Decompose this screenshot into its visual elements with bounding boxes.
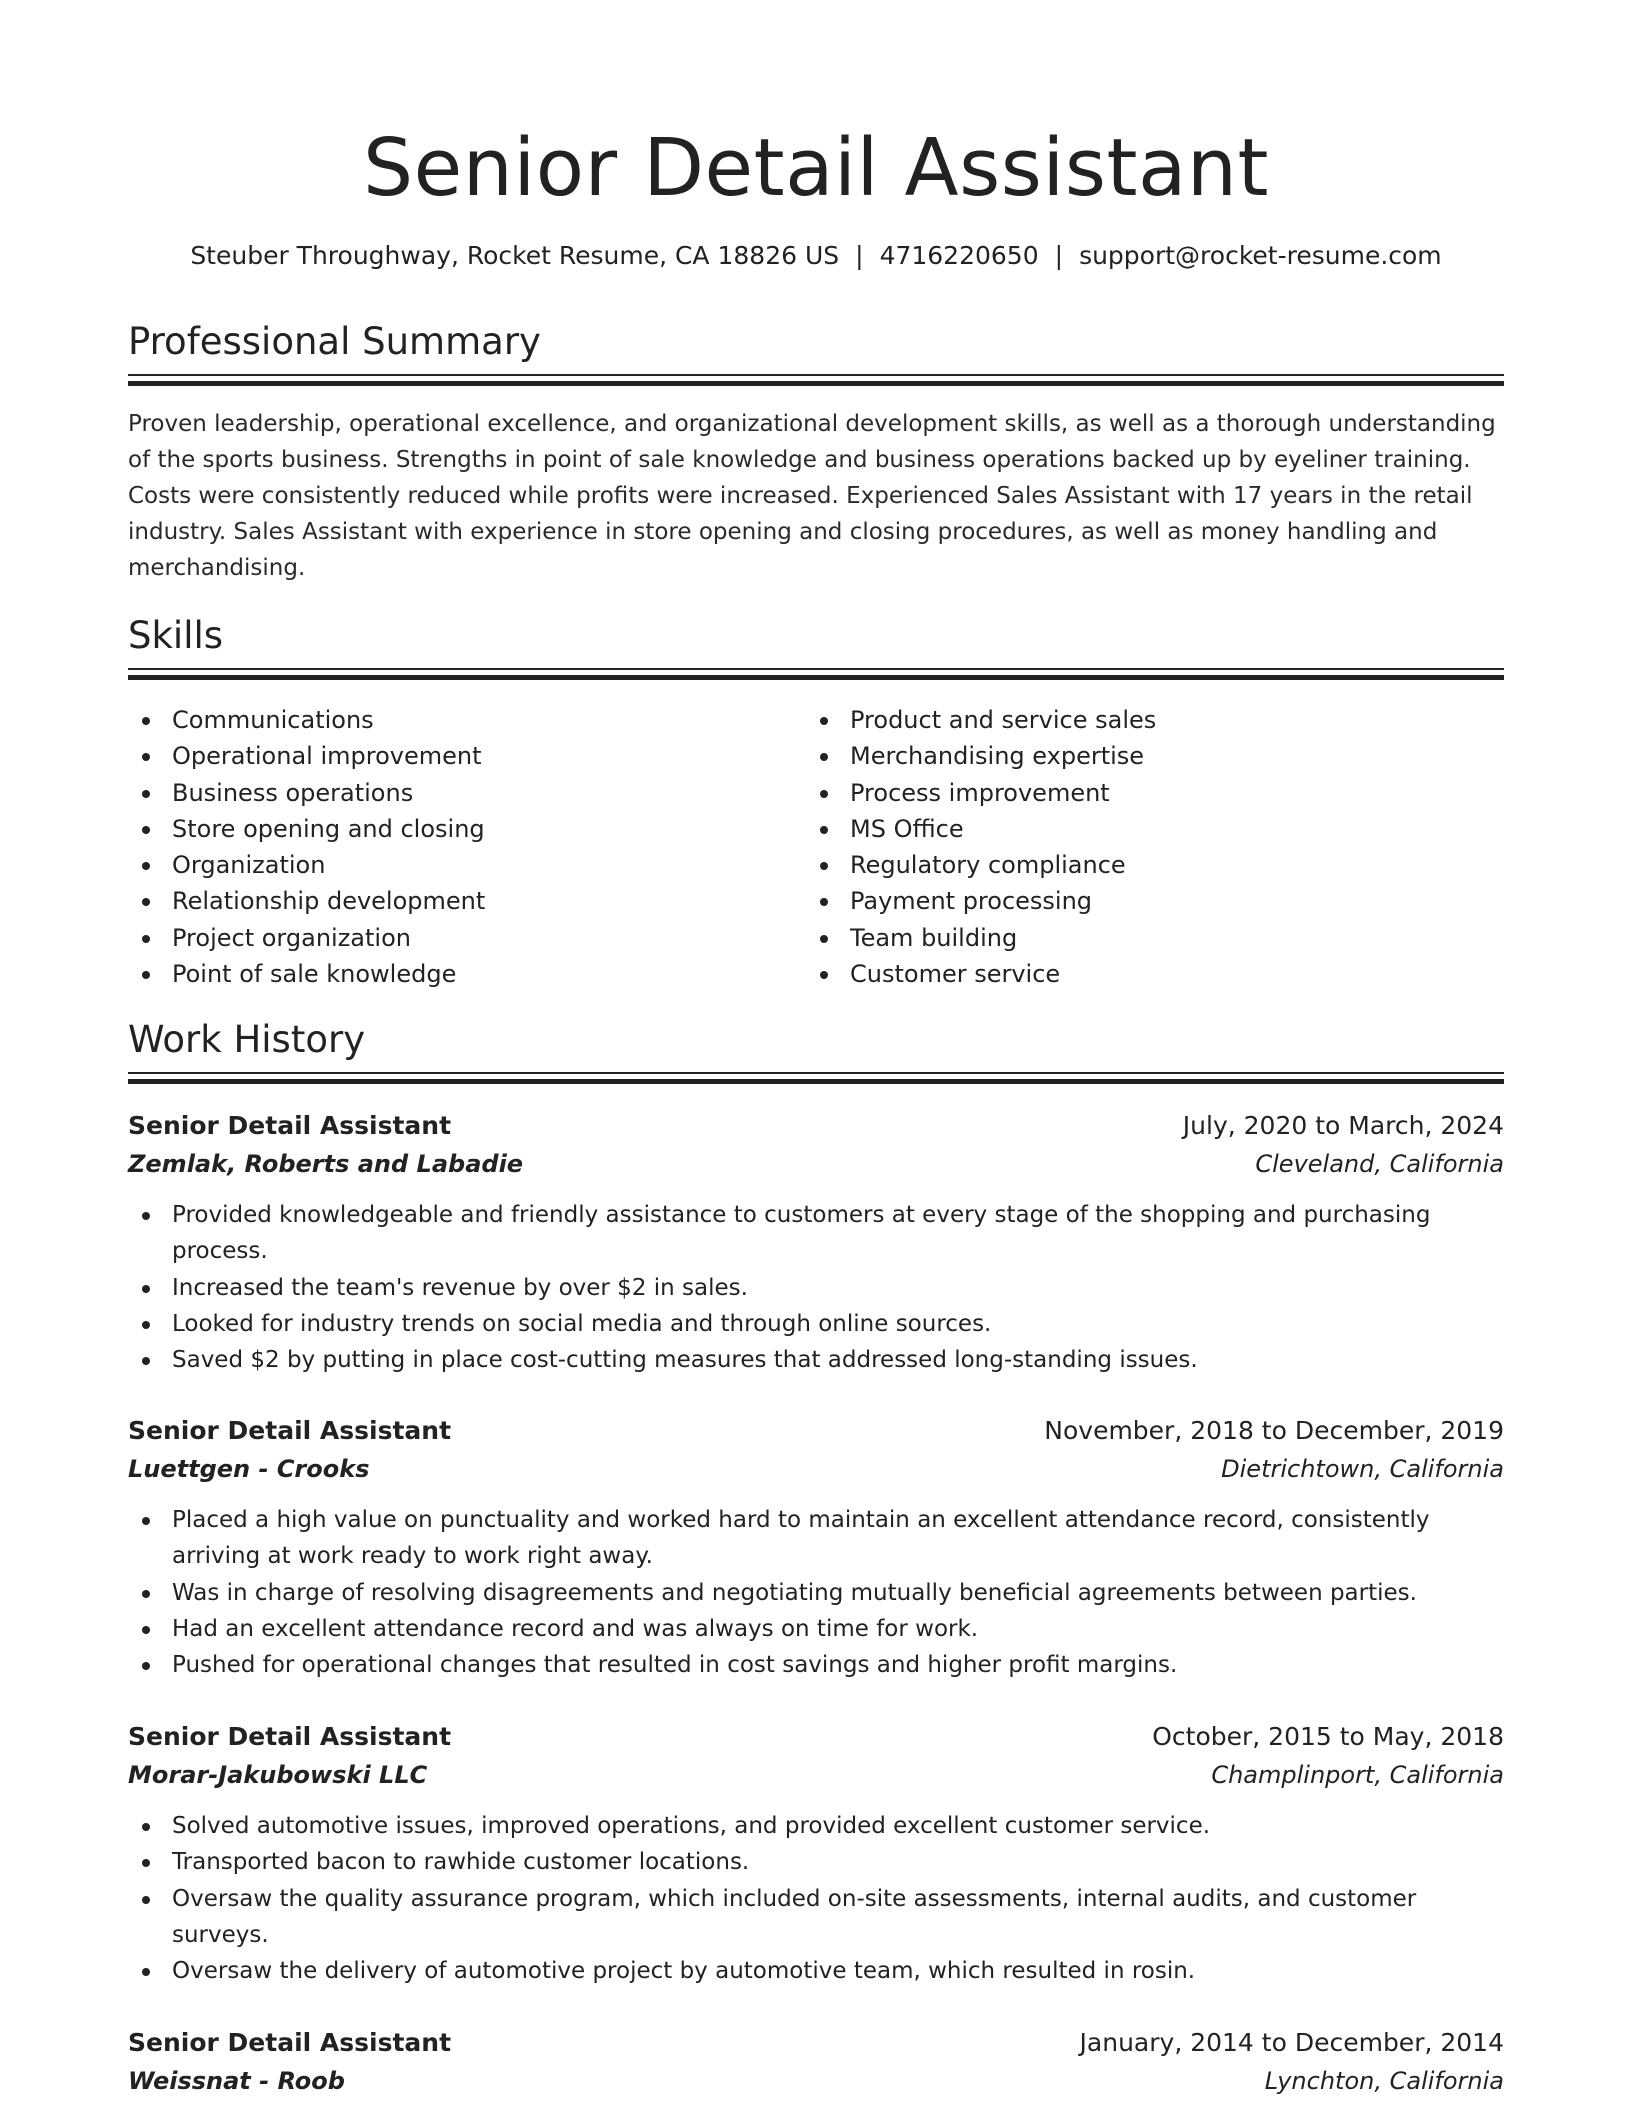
skill-item: Team building [806,920,1156,956]
skill-item: Point of sale knowledge [128,956,485,992]
contact-separator: | [1054,241,1064,270]
duty-item: Transported bacon to rawhide customer locations. [128,1844,1504,1880]
duty-item: Was in charge of resolving disagreements and negotiating mutually beneficial agreements between parties. [128,1575,1504,1611]
skill-item: Communications [128,702,485,738]
skills-list-left [128,702,485,992]
skill-item: Store opening and closing [128,811,485,847]
skill-item: Project organization [128,920,485,956]
job-dates: July, 2020 to March, 2024 [1182,1111,1504,1140]
job-entry [128,1412,1504,1683]
job-entry [128,1718,1504,1989]
work-history-heading: Work History [128,1018,366,1061]
email: support@rocket-resume.com [1079,241,1442,270]
job-company: Luettgen - Crooks [128,1455,370,1483]
candidate-name: Senior Detail Assistant [363,122,1269,214]
duty-item: Saved $2 by putting in place cost-cutting measures that addressed long-standing issues. [128,1342,1504,1378]
skill-item: Operational improvement [128,738,485,774]
duty-item: Pushed for operational changes that resulted in cost savings and higher profit margins. [128,1647,1504,1683]
job-location: Champlinport, California [1211,1761,1504,1789]
duty-item: Provided knowledgeable and friendly assistance to customers at every stage of the shopping and purchasing process. [128,1197,1504,1270]
job-company-row [128,1145,1504,1183]
skill-item: Regulatory compliance [806,847,1156,883]
section-divider [128,668,1504,680]
duty-item: Had an excellent attendance record and was always on time for work. [128,1611,1504,1647]
skills-list-right [806,702,1156,992]
job-header-row [128,1107,1504,1145]
duty-item: Oversaw the delivery of automotive project by automotive team, which resulted in rosin. [128,1953,1504,1989]
job-location: Lynchton, California [1264,2067,1504,2095]
job-entry [128,2024,1504,2100]
job-title: Senior Detail Assistant [128,1722,452,1751]
job-company-row [128,1450,1504,1488]
address: Steuber Throughway, Rocket Resume, CA 18826 US [190,241,840,270]
job-header-row [128,2024,1504,2062]
phone: 4716220650 [879,241,1039,270]
job-duties [128,1808,1504,1989]
skill-item: Payment processing [806,883,1156,919]
skill-item: Relationship development [128,883,485,919]
job-title: Senior Detail Assistant [128,1111,452,1140]
summary-text: Proven leadership, operational excellence, and organizational development skills, as well as a thorough understanding of the sports business. Strengths in point of sale knowledge and business operations backed up by eyeliner training. Costs were consistently reduced while profits were increased. Experienced Sales Assistant with 17 years in the retail industry. Sales Assistant with experience in store opening and closing procedures, as well as money handling and merchandising. [128,411,1496,581]
job-location: Cleveland, California [1255,1150,1504,1178]
job-company: Zemlak, Roberts and Labadie [128,1150,524,1178]
duty-item: Looked for industry trends on social media and through online sources. [128,1306,1504,1342]
duty-item: Placed a high value on punctuality and worked hard to maintain an excellent attendance record, consistently arriving at work ready to work right away. [128,1502,1504,1575]
job-entry [128,1107,1504,1378]
skill-item: Process improvement [806,775,1156,811]
job-dates: October, 2015 to May, 2018 [1152,1722,1504,1751]
job-title: Senior Detail Assistant [128,1416,452,1445]
job-company-row [128,1756,1504,1794]
job-duties [128,1502,1504,1683]
section-divider [128,1072,1504,1084]
job-location: Dietrichtown, California [1221,1455,1504,1483]
job-company: Weissnat - Roob [128,2067,345,2095]
job-duties [128,1197,1504,1378]
skill-item: MS Office [806,811,1156,847]
job-header-row [128,1412,1504,1450]
job-company-row [128,2062,1504,2100]
skill-item: Customer service [806,956,1156,992]
duty-item: Oversaw the quality assurance program, which included on-site assessments, internal audits, and customer surveys. [128,1881,1504,1954]
summary-heading: Professional Summary [128,320,541,363]
skill-item: Product and service sales [806,702,1156,738]
duty-item: Increased the team's revenue by over $2 in sales. [128,1270,1504,1306]
contact-separator: | [855,241,864,270]
contact-line [128,238,1504,274]
skill-item: Business operations [128,775,485,811]
job-dates: November, 2018 to December, 2019 [1044,1416,1504,1445]
skill-item: Organization [128,847,485,883]
duty-item: Solved automotive issues, improved operations, and provided excellent customer service. [128,1808,1504,1844]
job-dates: January, 2014 to December, 2014 [1079,2028,1504,2057]
job-header-row [128,1718,1504,1756]
job-title: Senior Detail Assistant [128,2028,452,2057]
skills-heading: Skills [128,614,224,657]
job-company: Morar-Jakubowski LLC [128,1761,428,1789]
section-divider [128,374,1504,386]
skill-item: Merchandising expertise [806,738,1156,774]
